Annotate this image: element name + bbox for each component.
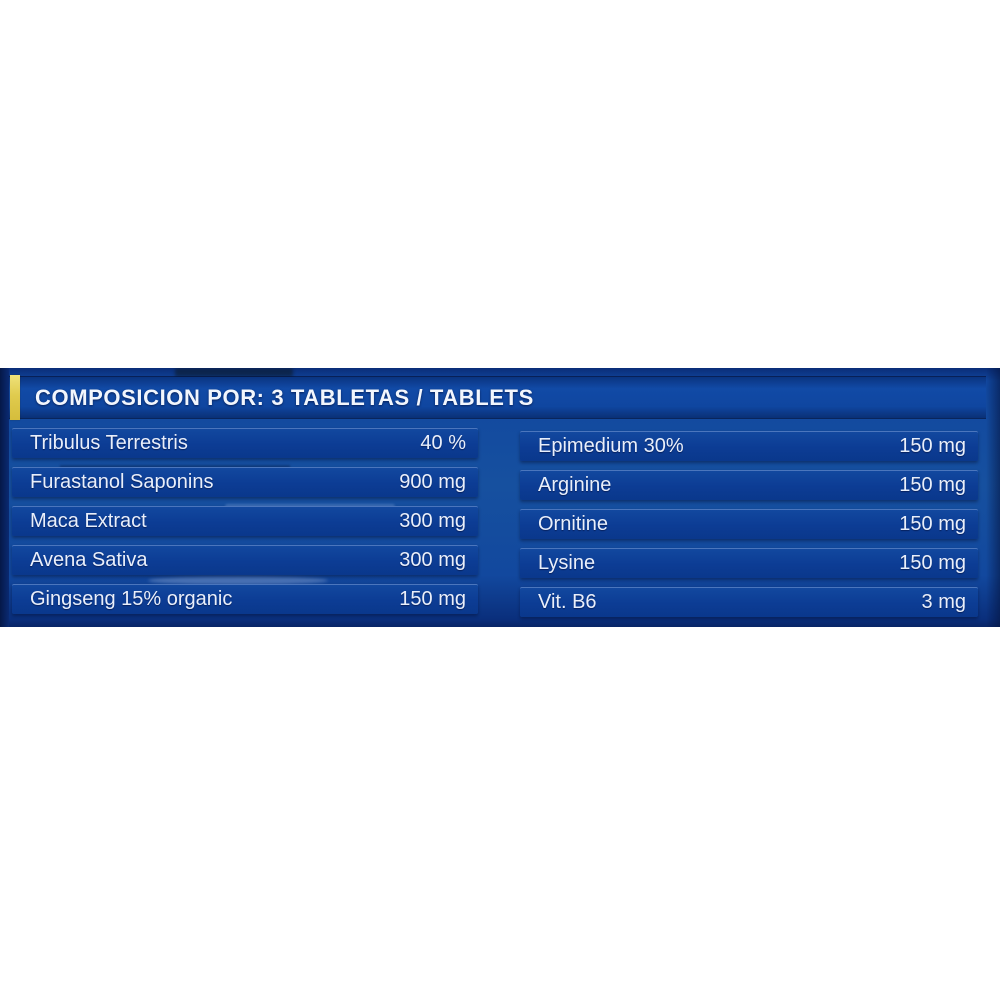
- ingredient-name: Tribulus Terrestris: [30, 432, 188, 454]
- ingredient-amount: 300 mg: [399, 549, 466, 571]
- ingredient-name: Ornitine: [538, 513, 609, 535]
- ingredient-row: [12, 545, 478, 575]
- ingredient-name: Lysine: [538, 552, 596, 574]
- ingredient-name: Furastanol Saponins: [30, 471, 214, 493]
- ingredient-amount: 150 mg: [399, 588, 466, 610]
- ingredient-row: [520, 470, 978, 500]
- blurred-print-artifact: [175, 368, 293, 377]
- composition-header-band: [9, 377, 986, 418]
- ingredient-amount: 3 mg: [921, 591, 966, 613]
- ingredient-name: Arginine: [538, 474, 612, 496]
- panel-right-edge-shade: [986, 368, 1000, 627]
- ingredient-amount: 150 mg: [899, 513, 966, 535]
- ingredient-row: [12, 506, 478, 536]
- ingredient-amount: 150 mg: [899, 435, 966, 457]
- ingredient-row: [12, 584, 478, 614]
- ingredient-amount: 900 mg: [399, 471, 466, 493]
- ingredient-column-left: [12, 428, 478, 623]
- ingredient-name: Epimedium 30%: [538, 435, 684, 457]
- ingredient-row: [520, 509, 978, 539]
- composition-header-title: COMPOSICION POR: 3 TABLETAS / TABLETS: [35, 384, 534, 410]
- ingredient-amount: 300 mg: [399, 510, 466, 532]
- panel-left-edge-strip: [0, 368, 9, 627]
- ingredient-amount: 40 %: [420, 432, 466, 454]
- ingredient-row: [520, 431, 978, 461]
- ingredient-column-right: [520, 431, 978, 626]
- ingredient-name: Avena Sativa: [30, 549, 148, 571]
- ingredient-amount: 150 mg: [899, 474, 966, 496]
- ingredient-name: Maca Extract: [30, 510, 147, 532]
- yellow-accent-bar: [10, 375, 20, 420]
- composition-panel: [0, 368, 1000, 627]
- ingredient-name: Gingseng 15% organic: [30, 588, 233, 610]
- ingredient-row: [12, 428, 478, 458]
- ingredient-row: [520, 587, 978, 617]
- ingredient-amount: 150 mg: [899, 552, 966, 574]
- ingredient-row: [520, 548, 978, 578]
- ingredient-row: [12, 467, 478, 497]
- ingredient-name: Vit. B6: [538, 591, 597, 613]
